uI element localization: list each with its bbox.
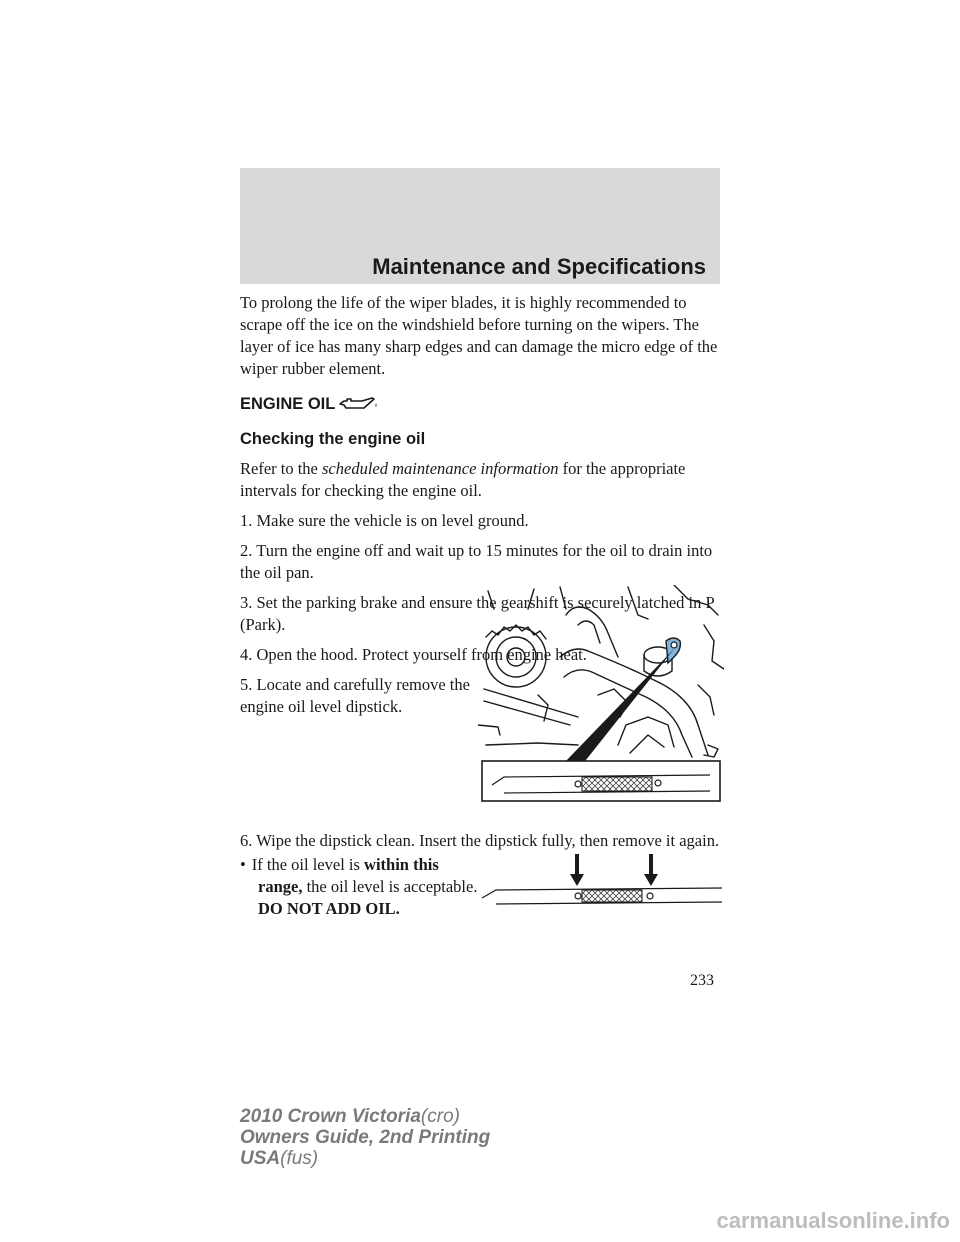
step-2-line-1: 2. Turn the engine off and wait up to 15 minutes for the oil to drain into <box>240 541 713 560</box>
step-5-line-1: 5. Locate and carefully remove the <box>240 675 470 694</box>
intro-line-1: To prolong the life of the wiper blades, it is highly recommended to <box>240 293 687 312</box>
document-footer <box>240 1106 490 1169</box>
range-bold: range, <box>258 877 303 896</box>
footer-line-3 <box>240 1148 490 1169</box>
bullet-text-1: If the oil level is <box>251 855 365 874</box>
footer-model: 2010 Crown Victoria <box>240 1106 421 1127</box>
within-range-bold: within this <box>364 855 439 874</box>
footer-market: USA <box>240 1148 281 1169</box>
bullet-line-2 <box>258 876 477 898</box>
step-5-line-2: engine oil level dipstick. <box>240 697 403 716</box>
step-4: 4. Open the hood. Protect yourself from engine heat. <box>240 645 587 664</box>
bullet-symbol: • <box>240 855 246 874</box>
bullet-line-1 <box>240 854 439 876</box>
scheduled-maintenance-ref: scheduled maintenance information <box>322 459 559 478</box>
checking-oil-subheading: Checking the engine oil <box>240 430 426 448</box>
engine-oil-heading <box>240 393 335 415</box>
section-title: Maintenance and Specifications <box>372 254 706 279</box>
oil-can-icon <box>336 395 380 415</box>
refer-line-1 <box>240 458 685 480</box>
engine-dipstick-illustration <box>478 585 724 803</box>
do-not-add-oil: DO NOT ADD OIL. <box>258 899 400 918</box>
footer-model-code: (cro) <box>420 1106 460 1127</box>
site-watermark: carmanualsonline.info <box>716 1208 950 1233</box>
dipstick-range-diagram <box>478 848 724 908</box>
intro-line-3: layer of ice has many sharp edges and can damage the micro edge of the <box>240 337 718 356</box>
max-mark-arrow <box>644 854 658 886</box>
min-mark-arrow <box>570 854 584 886</box>
intro-line-4: wiper rubber element. <box>240 359 386 378</box>
step-3-line-2: (Park). <box>240 615 286 634</box>
page-number: 233 <box>690 972 714 989</box>
refer-suffix: for the appropriate <box>558 459 686 478</box>
step-2-line-2: the oil pan. <box>240 563 314 582</box>
footer-line-1 <box>240 1106 490 1127</box>
step-6: 6. Wipe the dipstick clean. Insert the dipstick fully, then remove it again. <box>240 831 720 850</box>
section-header-band <box>240 168 720 284</box>
refer-prefix: Refer to the <box>240 459 323 478</box>
step-1: 1. Make sure the vehicle is on level ground. <box>240 511 529 530</box>
engine-oil-heading-text: ENGINE OIL <box>240 395 336 413</box>
refer-line-2: intervals for checking the engine oil. <box>240 481 482 500</box>
intro-line-2: scrape off the ice on the windshield before turning on the wipers. The <box>240 315 699 334</box>
step-3-line-1: 3. Set the parking brake and ensure the gearshift is securely latched in P <box>240 593 715 612</box>
footer-line-2: Owners Guide, 2nd Printing <box>240 1127 491 1148</box>
bullet-text-2: the oil level is acceptable. <box>302 877 478 896</box>
footer-market-code: (fus) <box>280 1148 319 1169</box>
